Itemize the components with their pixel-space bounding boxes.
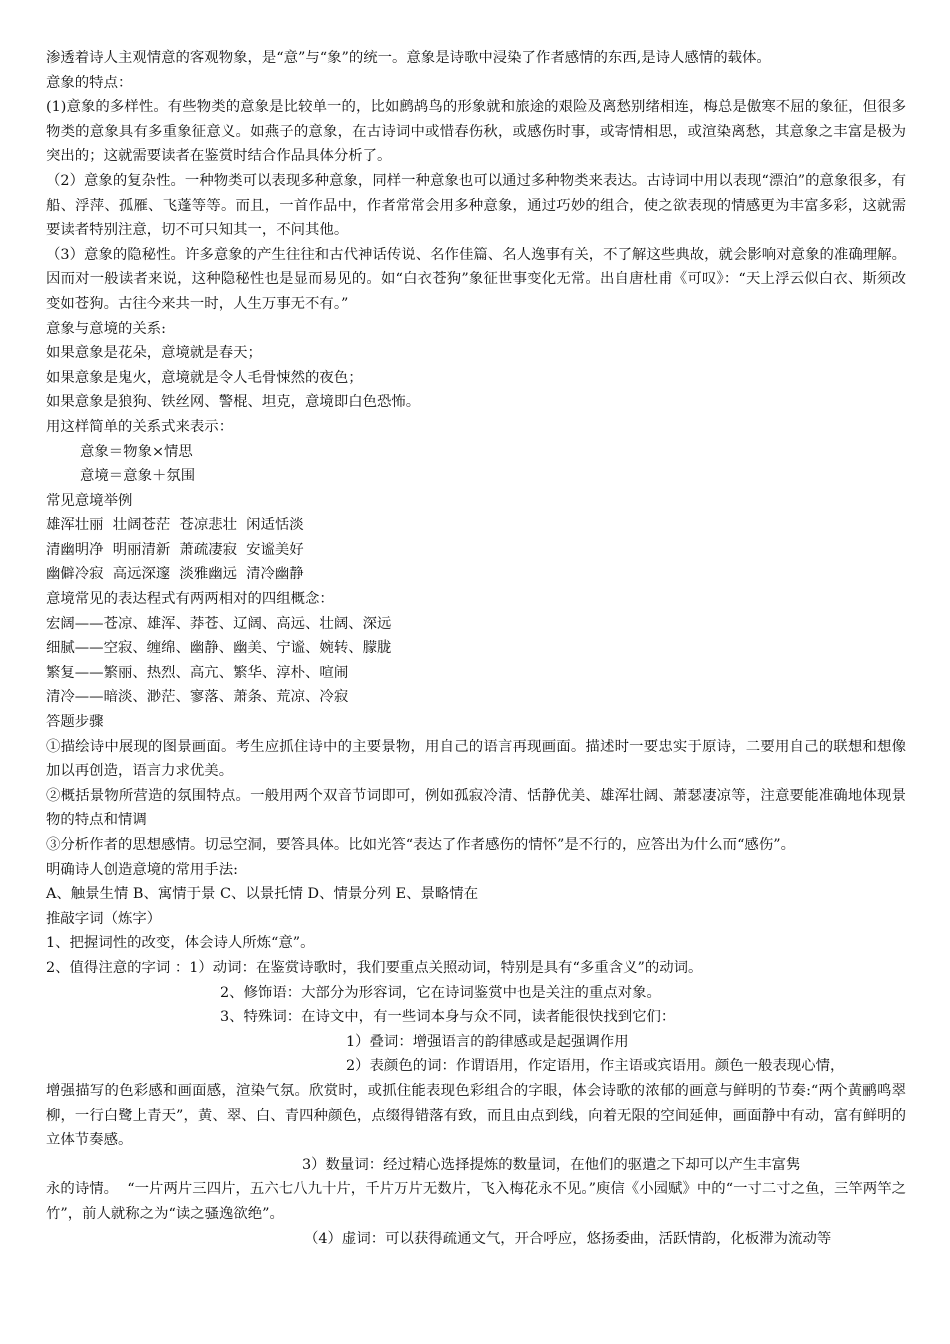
paragraph: (1)意象的多样性。有些物类的意象是比较单一的，比如鹧鸪鸟的形象就和旅途的艰险及离愁别绪相连，梅总是傲寒不屈的象征，但很多物类的意象具有多重象征意义。如燕子的意象，在古诗词中或惜春伤秋，或感伤时事，或寄情相思，或渲染离愁，其意象之丰富是极为突出的；这就需要读者在鉴赏时结合作品具体分析了。	[46, 99, 906, 165]
text-line: 渗透着诗人主观情意的客观物象，是“意”与“象”的统一。意象是诗歌中浸染了作者感情的东西,是诗人感情的载体。	[46, 50, 771, 66]
paragraph: ①描绘诗中展现的图景画面。考生应抓住诗中的主要景物，用自己的语言再现画面。描述时一要忠实于原诗，二要用自己的联想和想像加以再创造，语言力求优美。	[46, 738, 906, 780]
formula-line: 意境＝意象＋氛围	[80, 468, 196, 485]
text-line: 雄浑壮丽 壮阔苍茫 苍凉悲壮 闲适恬淡	[46, 517, 304, 534]
section-heading: 意象的特点：	[46, 74, 133, 91]
paragraph: ③分析作者的思想感情。切忌空洞，要答具体。比如光答“表达了作者感伤的情怀”是不行的，应答出为什么而“感伤”。	[46, 837, 795, 853]
text-line: 2、值得注意的字词 ：1）动词：在鉴赏诗歌时，我们要重点关照动词，特别是具有“多重含义”的动词。	[46, 959, 703, 976]
text-line: 幽僻冷寂 高远深邃 淡雅幽远 清冷幽静	[46, 566, 304, 583]
text-line: 2、修饰语：大部分为形容词，它在诗词鉴赏中也是关注的重点对象。	[220, 984, 661, 1001]
paragraph: （3）意象的隐秘性。许多意象的产生往往和古代神话传说、名作佳篇、名人逸事有关，不了解这些典故，就会影响对意象的准确理解。因而对一般读者来说，这种隐秘性也是显而易见的。如“白衣苍狗”象征世事变化无常。出自唐杜甫《可叹》：“天上浮云似白衣、斯须改变如苍狗。古往今来共一时，人生万事无不有。”	[46, 246, 906, 312]
text-line: 繁复——繁丽、热烈、高亢、繁华、淳朴、喧闹	[46, 664, 349, 681]
paragraph: 永的诗情。 “一片两片三四片，五六七八九十片，千片万片无数片，飞入梅花永不见。”庾信《小园赋》中的“一寸二寸之鱼，三竿两竿之竹”，前人就称之为“读之骚逸欲绝”。	[46, 1181, 906, 1222]
section-heading: 意境常见的表达程式有两两相对的四组概念：	[46, 591, 334, 608]
section-heading: 推敲字词（炼字）	[46, 910, 162, 927]
text-line: 清幽明净 明丽清新 萧疏凄寂 安谧美好	[46, 541, 304, 558]
paragraph: ②概括景物所营造的氛围特点。一般用两个双音节词即可，例如孤寂冷清、恬静优美、雄浑壮阔、萧瑟凄凉等，注意要能准确地体现景物的特点和情调	[46, 787, 906, 829]
formula-line: 意象＝物象×情思	[80, 443, 193, 460]
text-line: 如果意象是鬼火，意境就是令人毛骨悚然的夜色；	[46, 369, 363, 386]
section-heading: 意象与意境的关系:	[46, 320, 166, 337]
paragraph: （2）意象的复杂性。一种物类可以表现多种意象，同样一种意象也可以通过多种物类来表达。古诗词中用以表现“漂泊”的意象很多，有船、浮萍、孤雁、飞蓬等等。而且，一首作品中，作者常常会用多种意象，通过巧妙的组合，使之欲表现的情感更为丰富多彩，这就需要读者特别注意，切不可只知其一，不问其他。	[46, 172, 906, 239]
text-line: 1）叠词：增强语言的韵律感或是起强调作用	[346, 1033, 629, 1050]
paragraph: 增强描写的色彩感和画面感，渲染气氛。欣赏时，或抓住能表现色彩组合的字眼，体会诗歌的浓郁的画意与鲜明的节奏:“两个黄鹂鸣翠柳，一行白鹭上青天”，黄、翠、白、青四种颜色，点缀得错落有致，而且由点到线，向着无限的空间延伸，画面静中有动，富有鲜明的立体节奏感。	[46, 1082, 906, 1149]
text-line: 1、把握词性的改变，体会诗人所炼“意”。	[46, 935, 315, 952]
text-line: 清冷——暗淡、渺茫、寥落、萧条、荒凉、冷寂	[46, 689, 349, 706]
section-heading: 明确诗人创造意境的常用手法:	[46, 861, 238, 878]
text-line: 如果意象是花朵，意境就是春天；	[46, 345, 262, 362]
text-line: 3、特殊词：在诗文中，有一些词本身与众不同，读者能很快找到它们：	[220, 1009, 676, 1026]
text-line: 细腻——空寂、缠绵、幽静、幽美、宁谧、婉转、朦胧	[46, 640, 392, 657]
section-heading: 答题步骤	[46, 714, 104, 731]
text-line: 用这样简单的关系式来表示：	[46, 418, 234, 435]
text-line: 如果意象是狼狗、铁丝网、警棍、坦克，意境即白色恐怖。	[46, 394, 421, 411]
text-line: （4）虚词：可以获得疏通文气，开合呼应，悠扬委曲，活跃情韵，化板滞为流动等	[304, 1230, 832, 1247]
document-page	[46, 46, 906, 1251]
text-line: A、触景生情 B、寓情于景 C、以景托情 D、情景分列 E、景略情在	[46, 886, 479, 903]
section-heading: 常见意境举例	[46, 492, 133, 509]
text-line: 宏阔——苍凉、雄浑、莽苍、辽阔、高远、壮阔、深远	[46, 615, 392, 632]
text-line: 2）表颜色的词：作谓语用，作定语用，作主语或宾语用。颜色一般表现心情，	[346, 1058, 845, 1075]
text-line: 3）数量词：经过精心选择提炼的数量词，在他们的驱遣之下却可以产生丰富隽	[302, 1156, 801, 1173]
